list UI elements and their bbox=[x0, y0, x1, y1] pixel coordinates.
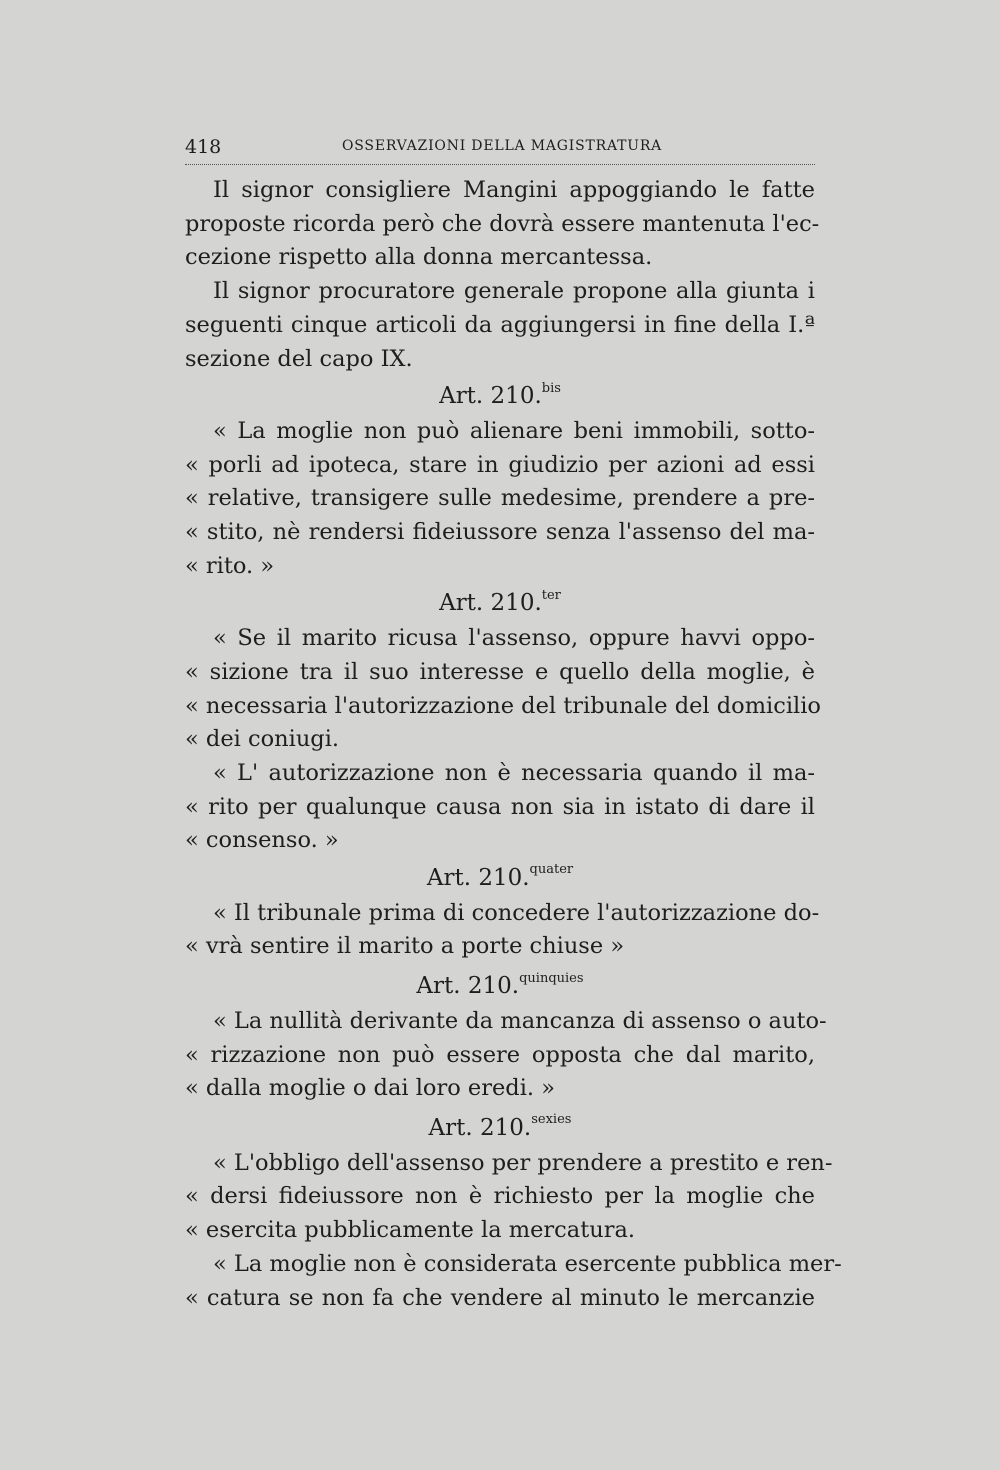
article-heading bbox=[185, 970, 815, 1004]
text-line: « vrà sentire il marito a porte chiuse » bbox=[185, 933, 625, 960]
text-line: « L'obbligo dell'assenso per prendere a prestito e ren- bbox=[213, 1149, 833, 1176]
text-line: « sizione tra il suo interesse e quello della moglie, è bbox=[185, 658, 815, 685]
paragraph bbox=[185, 1248, 842, 1315]
paragraph bbox=[185, 1005, 827, 1106]
article-suffix: bis bbox=[541, 380, 561, 396]
body-text bbox=[185, 174, 842, 1315]
paragraph bbox=[185, 275, 815, 376]
page-number: 418 bbox=[185, 136, 222, 158]
text-line: « La nullità derivante da mancanza di assenso o auto- bbox=[213, 1007, 827, 1034]
text-line: « rito per qualunque causa non sia in istato di dare il bbox=[185, 793, 815, 820]
text-line: sezione del capo IX. bbox=[185, 345, 413, 372]
article-heading bbox=[185, 1112, 815, 1146]
text-line: « Se il marito ricusa l'assenso, oppure havvi oppo- bbox=[213, 625, 815, 652]
article-suffix: quinquies bbox=[519, 970, 584, 986]
article-suffix: sexies bbox=[531, 1112, 572, 1128]
text-line: « La moglie non è considerata esercente pubblica mer- bbox=[213, 1250, 842, 1277]
text-line: seguenti cinque articoli da aggiungersi in fine della I.ª bbox=[185, 311, 815, 338]
running-title: OSSERVAZIONI DELLA MAGISTRATURA bbox=[342, 138, 663, 154]
article-suffix: quater bbox=[529, 862, 574, 878]
paragraph bbox=[185, 1147, 833, 1248]
text-line: cezione rispetto alla donna mercantessa. bbox=[185, 244, 653, 271]
page-header bbox=[185, 136, 815, 165]
text-line: « dei coniugi. bbox=[185, 726, 340, 753]
text-line: « necessaria l'autorizzazione del tribunale del domicilio bbox=[185, 692, 821, 719]
text-line: proposte ricorda però che dovrà essere mantenuta l'ec- bbox=[185, 210, 820, 237]
text-line: « consenso. » bbox=[185, 827, 339, 854]
paragraph bbox=[185, 622, 821, 757]
text-line: Il signor consigliere Mangini appoggiando le fatte bbox=[213, 177, 815, 203]
text-line: « relative, transigere sulle medesime, prendere a pre- bbox=[185, 485, 815, 512]
text-line: « L' autorizzazione non è necessaria quando il ma- bbox=[213, 759, 815, 786]
article-number: Art. 210. bbox=[439, 590, 542, 617]
text-line: « La moglie non può alienare beni immobili, sotto- bbox=[213, 417, 815, 444]
paragraph bbox=[185, 174, 820, 275]
text-line: « rizzazione non può essere opposta che dal marito, bbox=[185, 1041, 815, 1068]
text-line: Il signor procuratore generale propone alla giunta i bbox=[213, 278, 815, 305]
article-heading bbox=[185, 862, 815, 896]
article-number: Art. 210. bbox=[416, 973, 520, 1000]
paragraph bbox=[185, 415, 815, 584]
text-line: « porli ad ipoteca, stare in giudizio per azioni ad essi bbox=[185, 451, 815, 478]
paragraph bbox=[185, 757, 815, 858]
article-suffix: ter bbox=[541, 587, 561, 603]
text-line: « Il tribunale prima di concedere l'autorizzazione do- bbox=[213, 899, 820, 926]
article-number: Art. 210. bbox=[426, 865, 530, 892]
article-heading bbox=[185, 587, 815, 621]
text-line: « catura se non fa che vendere al minuto le mercanzie bbox=[185, 1284, 815, 1311]
text-line: « rito. » bbox=[185, 552, 275, 579]
text-line: « dalla moglie o dai loro eredi. » bbox=[185, 1075, 555, 1102]
article-number: Art. 210. bbox=[428, 1114, 532, 1141]
article-number: Art. 210. bbox=[439, 383, 542, 410]
text-line: « stito, nè rendersi fideiussore senza l'assenso del ma- bbox=[185, 519, 815, 546]
text-line: « dersi fideiussore non è richiesto per la moglie che bbox=[185, 1183, 815, 1210]
paragraph bbox=[185, 897, 820, 964]
text-line: « esercita pubblicamente la mercatura. bbox=[185, 1217, 636, 1244]
article-heading bbox=[185, 380, 815, 414]
